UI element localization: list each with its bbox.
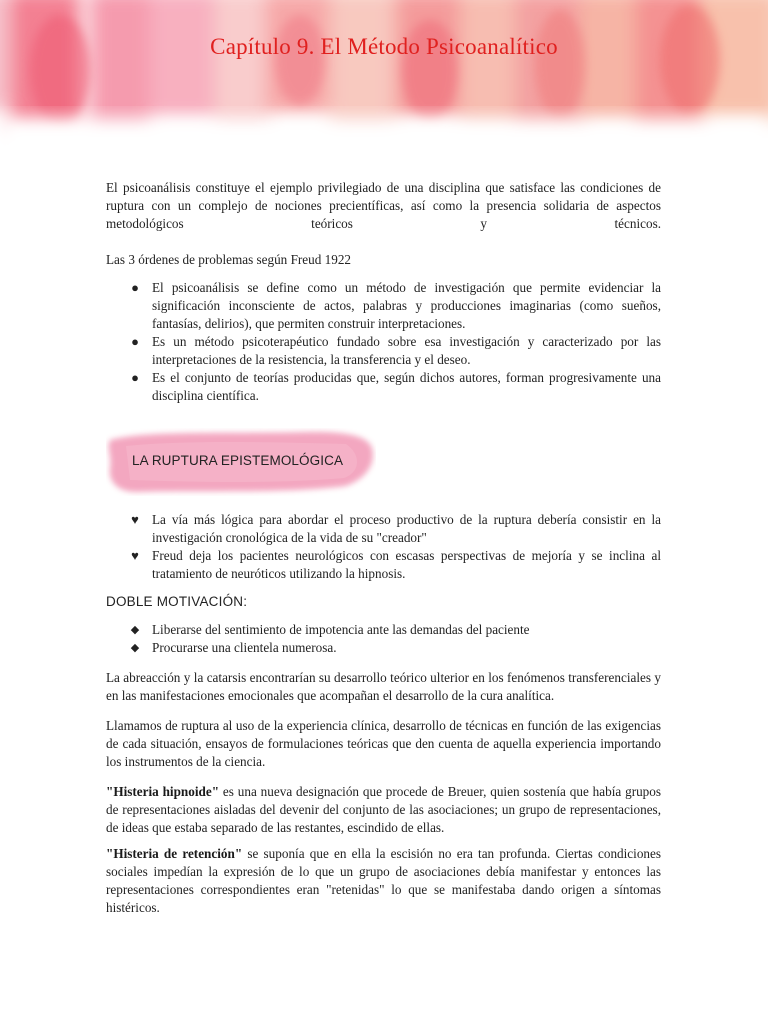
list-item-text: Es un método psicoterapéutico fundado sobre esa investigación y caracterizado por las interpretaciones de la resistencia, la transferencia y el deseo.	[152, 334, 661, 367]
list-item-text: Freud deja los pacientes neurológicos con escasas perspectivas de mejoría y se inclina al tratamiento de neuróticos utilizando la hipnosis.	[152, 548, 661, 581]
heart-icon: ♥	[131, 548, 139, 563]
retention-term: "Histeria de retención"	[106, 846, 243, 861]
hypnoid-paragraph	[106, 783, 661, 837]
list-item	[106, 621, 661, 639]
list-item-text: El psicoanálisis se define como un método de investigación que permite evidenciar la significación inconsciente de actos, palabras y producciones imaginarias (como sueños, fantasías, delirios), que permiten construir interpretaciones.	[152, 280, 661, 331]
retention-paragraph	[106, 845, 661, 917]
bullet-dot-icon: ●	[131, 334, 139, 349]
list-item	[106, 639, 661, 657]
motivation-heading: DOBLE MOTIVACIÓN:	[106, 594, 248, 609]
list-item	[106, 333, 661, 369]
rupture-section	[106, 511, 661, 917]
list-item	[106, 547, 661, 583]
section-banner	[106, 428, 376, 496]
page-title: Capítulo 9. El Método Psicoanalítico	[210, 34, 558, 59]
diamond-icon: ◆	[130, 624, 140, 636]
motivation-list	[106, 621, 661, 657]
list-item	[106, 369, 661, 405]
list-item	[106, 511, 661, 547]
list-item-text: Liberarse del sentimiento de impotencia ante las demandas del paciente	[152, 622, 530, 637]
list-item	[106, 279, 661, 333]
intro-paragraph: El psicoanálisis constituye el ejemplo privilegiado de una disciplina que satisface las condiciones de ruptura con un complejo de nociones precientíficas, así como la presencia solidaria de aspectos metodológicos teóricos y técnicos.	[106, 180, 661, 231]
document-body	[106, 179, 661, 405]
list-item-text: La vía más lógica para abordar el proceso productivo de la ruptura debería consistir en la investigación cronológica de la vida de su "creador"	[152, 512, 661, 545]
section-heading: LA RUPTURA EPISTEMOLÓGICA	[132, 453, 344, 468]
orders-heading: Las 3 órdenes de problemas según Freud 1922	[106, 252, 352, 267]
bullet-dot-icon: ●	[131, 370, 139, 385]
retention-text: se suponía que en ella la escisión no era tan profunda. Ciertas condiciones sociales impedían la expresión de lo que un grupo de asociaciones debía manifestar y entonces las representaciones correspondientes eran "retenidas" lo que se manifestaba dando origen a síntomas histéricos.	[106, 846, 661, 915]
bullet-dot-icon: ●	[131, 280, 139, 295]
heart-icon: ♥	[131, 512, 139, 527]
diamond-icon: ◆	[130, 642, 140, 654]
hypnoid-term: "Histeria hipnoide"	[106, 784, 220, 799]
list-item-text: Procurarse una clientela numerosa.	[152, 640, 337, 655]
orders-list	[106, 279, 661, 405]
rupture-list	[106, 511, 661, 583]
abreaction-paragraph: La abreacción y la catarsis encontrarían su desarrollo teórico ulterior en los fenómenos transferenciales y en las manifestaciones emocionales que acompañan el desarrollo de la cura analítica.	[106, 670, 661, 703]
header-watercolor	[0, 0, 768, 165]
list-item-text: Es el conjunto de teorías producidas que, según dichos autores, forman progresivamente una disciplina científica.	[152, 370, 661, 403]
rupture-definition-paragraph: Llamamos de ruptura al uso de la experiencia clínica, desarrollo de técnicas en función de las exigencias de cada situación, ensayos de formulaciones teóricas que den cuenta de aquella experiencia importando los instrumentos de la ciencia.	[106, 718, 661, 769]
hypnoid-text: es una nueva designación que procede de Breuer, quien sostenía que había grupos de representaciones aisladas del devenir del conjunto de las asociaciones; un grupo de representaciones, de ideas que estaba separado de las restantes, escindido de ellas.	[106, 784, 662, 835]
